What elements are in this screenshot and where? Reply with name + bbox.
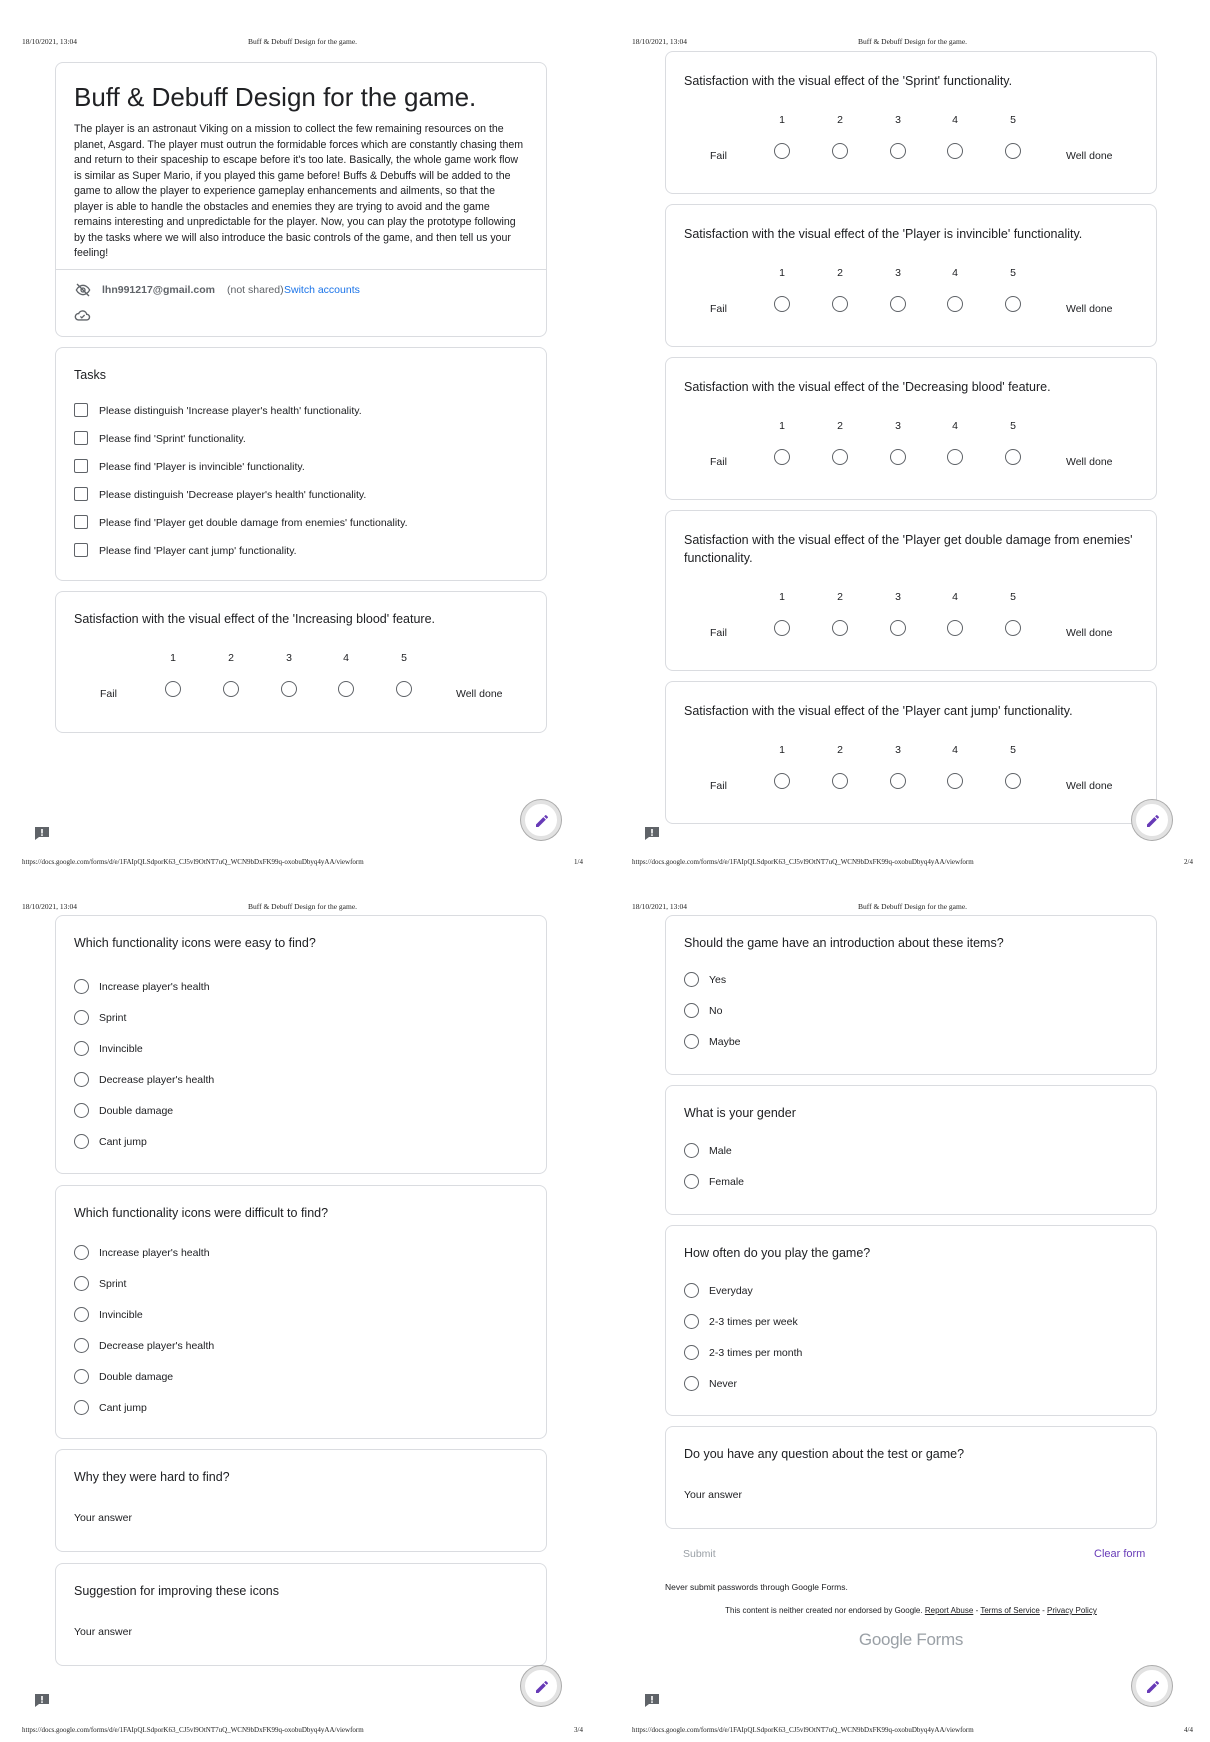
scale-number: 5 [401, 652, 407, 664]
question-title: Which functionality icons were easy to find? [74, 936, 316, 950]
option-list [74, 978, 528, 1164]
radio-option[interactable]: Sprint [74, 1009, 528, 1040]
scale-low-label: Fail [710, 303, 727, 315]
radio-option[interactable]: Female [684, 1173, 1138, 1204]
separator: - [975, 1606, 979, 1615]
radio-option[interactable]: Increase player's health [74, 1244, 528, 1275]
logo-google: Google [858, 1630, 912, 1649]
report-issue-icon[interactable] [34, 1693, 50, 1708]
scale-radio-5[interactable] [396, 681, 412, 697]
print-page-4 [610, 871, 1210, 1742]
scale-high-label: Well done [1066, 150, 1113, 162]
print-title: Buff & Debuff Design for the game. [857, 37, 968, 46]
scale-question-card [665, 51, 1157, 194]
page-number: 2/4 [1184, 858, 1193, 866]
radio-button[interactable] [74, 1400, 89, 1415]
question-title: Suggestion for improving these icons [74, 1584, 279, 1598]
radio-button[interactable] [74, 1307, 89, 1322]
scale-number: 4 [952, 420, 958, 432]
option-list [684, 1142, 1138, 1204]
radio-option[interactable]: Decrease player's health [74, 1071, 528, 1102]
radio-button[interactable] [74, 1245, 89, 1260]
print-header [632, 902, 1193, 914]
scale-radio-3[interactable] [890, 773, 906, 789]
scale-low-label: Fail [710, 780, 727, 792]
page-number: 1/4 [574, 858, 583, 866]
radio-button[interactable] [684, 1034, 699, 1049]
tasks-card [55, 347, 547, 581]
scale-question-card [665, 204, 1157, 347]
scale-number: 1 [170, 652, 176, 664]
pencil-icon [1145, 813, 1161, 829]
print-url: https://docs.google.com/forms/d/e/1FAIpQLSdporK63_CJ5vl9OtNT7uQ_WCN9bDxFK99q-oxobuDbyq4yAA/viewform [22, 1726, 364, 1734]
scale-high-label: Well done [456, 688, 503, 700]
scale-radio-5[interactable] [1005, 296, 1021, 312]
radio-option[interactable]: Double damage [74, 1102, 528, 1133]
option-list [74, 1244, 528, 1430]
scale-number: 3 [895, 420, 901, 432]
report-issue-icon[interactable] [644, 826, 660, 841]
scale-number: 1 [779, 744, 785, 756]
scale-radio-2[interactable] [832, 449, 848, 465]
privacy-link[interactable]: Privacy Policy [1047, 1606, 1097, 1615]
account-row [74, 281, 514, 299]
scale-number: 5 [1010, 267, 1016, 279]
scale-radio-4[interactable] [947, 620, 963, 636]
radio-button[interactable] [684, 972, 699, 987]
edit-fab[interactable] [1132, 800, 1172, 840]
print-date: 18/10/2021, 13:04 [22, 902, 78, 911]
scale-high-label: Well done [1066, 627, 1113, 639]
radio-button[interactable] [74, 1369, 89, 1384]
scale-question-card [55, 591, 547, 733]
scale-radio-3[interactable] [890, 143, 906, 159]
google-forms-logo [665, 1630, 1157, 1650]
question-card [665, 1426, 1157, 1529]
tasks-title: Tasks [74, 368, 106, 382]
scale-radio-1[interactable] [774, 143, 790, 159]
scale-number: 4 [343, 652, 349, 664]
task-checkbox[interactable] [74, 543, 88, 557]
scale-number: 3 [286, 652, 292, 664]
clear-form-button[interactable]: Clear form [1094, 1548, 1146, 1560]
disclaimer-row [665, 1606, 1157, 1615]
print-footer [22, 1726, 583, 1738]
scale-radio-2[interactable] [832, 620, 848, 636]
scale-high-label: Well done [1066, 303, 1113, 315]
edit-fab[interactable] [521, 1666, 561, 1706]
scale-number: 4 [952, 267, 958, 279]
scale-radio-4[interactable] [947, 296, 963, 312]
frequency-card [665, 1225, 1157, 1416]
scale-number: 3 [895, 114, 901, 126]
scale-radio-1[interactable] [774, 620, 790, 636]
task-checkbox[interactable] [74, 515, 88, 529]
question-title: Why they were hard to find? [74, 1470, 230, 1484]
radio-button[interactable] [74, 1010, 89, 1025]
cloud-save-icon [74, 308, 91, 322]
scale-radio-4[interactable] [947, 143, 963, 159]
print-footer [632, 858, 1193, 870]
question-title: Satisfaction with the visual effect of the 'Sprint' functionality. [684, 74, 1013, 88]
scale-number: 2 [837, 267, 843, 279]
print-page-1 [0, 0, 605, 871]
task-item[interactable]: Please distinguish 'Increase player's health' functionality. [74, 403, 528, 431]
scale-high-label: Well done [1066, 456, 1113, 468]
print-header [22, 37, 583, 49]
task-item[interactable]: Please find 'Player cant jump' functionality. [74, 543, 528, 571]
print-header [22, 902, 583, 914]
scale-number: 1 [779, 267, 785, 279]
gender-card [665, 1085, 1157, 1215]
task-checkbox[interactable] [74, 431, 88, 445]
scale-low-label: Fail [710, 456, 727, 468]
easy-icons-card [55, 915, 547, 1174]
radio-option[interactable]: Everyday [684, 1282, 1138, 1313]
scale-number: 2 [228, 652, 234, 664]
report-abuse-link[interactable]: Report Abuse [924, 1606, 974, 1615]
linear-scale [666, 114, 1158, 184]
print-footer [632, 1726, 1193, 1738]
report-issue-icon[interactable] [34, 826, 50, 841]
scale-radio-4[interactable] [947, 449, 963, 465]
question-title: Satisfaction with the visual effect of the 'Player cant jump' functionality. [684, 704, 1073, 718]
radio-option[interactable]: Increase player's health [74, 978, 528, 1009]
scale-number: 5 [1010, 114, 1016, 126]
radio-option[interactable]: Cant jump [74, 1399, 528, 1430]
print-title: Buff & Debuff Design for the game. [247, 902, 358, 911]
account-email: lhn991217@gmail.com [102, 284, 215, 296]
radio-option[interactable]: Double damage [74, 1368, 528, 1399]
scale-radio-3[interactable] [890, 620, 906, 636]
scale-radio-3[interactable] [890, 296, 906, 312]
radio-button[interactable] [684, 1345, 699, 1360]
scale-number: 1 [779, 420, 785, 432]
linear-scale [666, 267, 1158, 337]
linear-scale [666, 744, 1158, 814]
scale-question-card [665, 681, 1157, 824]
scale-radio-1[interactable] [774, 773, 790, 789]
why-hard-card [55, 1449, 547, 1552]
scale-number: 2 [837, 591, 843, 603]
print-title: Buff & Debuff Design for the game. [857, 902, 968, 911]
answer-input[interactable]: Your answer [74, 1512, 132, 1524]
print-page-3 [0, 871, 605, 1742]
radio-option[interactable]: Cant jump [74, 1133, 528, 1164]
radio-button[interactable] [74, 1276, 89, 1291]
scale-number: 3 [895, 267, 901, 279]
radio-button[interactable] [684, 1283, 699, 1298]
radio-option[interactable]: Never [684, 1375, 1138, 1406]
scale-radio-1[interactable] [165, 681, 181, 697]
radio-option[interactable]: Yes [684, 971, 1138, 1002]
print-url: https://docs.google.com/forms/d/e/1FAIpQLSdporK63_CJ5vl9OtNT7uQ_WCN9bDxFK99q-oxobuDbyq4yAA/viewform [632, 1726, 974, 1734]
scale-question-card [665, 510, 1157, 671]
task-item[interactable]: Please find 'Player get double damage from enemies' functionality. [74, 515, 528, 543]
print-header [632, 37, 1193, 49]
print-date: 18/10/2021, 13:04 [632, 37, 688, 46]
terms-link[interactable]: Terms of Service [980, 1606, 1040, 1615]
question-title: Which functionality icons were difficult to find? [74, 1206, 329, 1220]
scale-question-card [665, 357, 1157, 500]
pencil-icon [534, 813, 550, 829]
question-title: Satisfaction with the visual effect of the 'Decreasing blood' feature. [684, 380, 1051, 394]
scale-number: 5 [1010, 591, 1016, 603]
scale-number: 1 [779, 114, 785, 126]
disclaimer-text: This content is neither created nor endorsed by Google. [725, 1606, 923, 1615]
scale-radio-1[interactable] [774, 296, 790, 312]
scale-number: 3 [895, 744, 901, 756]
question-title: Satisfaction with the visual effect of the 'Player is invincible' functionality. [684, 227, 1083, 241]
form-header-card [55, 62, 547, 337]
separator: - [1042, 1606, 1045, 1615]
password-warning: Never submit passwords through Google Forms. [665, 1582, 848, 1592]
question-title: Satisfaction with the visual effect of the 'Increasing blood' feature. [74, 612, 436, 626]
difficult-icons-card [55, 1185, 547, 1439]
edit-fab[interactable] [521, 800, 561, 840]
radio-button[interactable] [74, 1134, 89, 1149]
scale-number: 2 [837, 420, 843, 432]
scale-low-label: Fail [710, 627, 727, 639]
not-shared-label: (not shared) [227, 284, 284, 296]
print-title: Buff & Debuff Design for the game. [247, 37, 358, 46]
linear-scale [56, 652, 548, 722]
task-item[interactable]: Please distinguish 'Decrease player's health' functionality. [74, 487, 528, 515]
radio-button[interactable] [684, 1314, 699, 1329]
print-footer [22, 858, 583, 870]
scale-radio-4[interactable] [947, 773, 963, 789]
scale-number: 1 [779, 591, 785, 603]
question-title: How often do you play the game? [684, 1246, 871, 1260]
pencil-icon [1145, 1679, 1161, 1695]
switch-accounts-link[interactable]: Switch accounts [284, 284, 360, 296]
edit-fab[interactable] [1132, 1666, 1172, 1706]
radio-option[interactable]: 2-3 times per month [684, 1344, 1138, 1375]
radio-button[interactable] [74, 1072, 89, 1087]
radio-button[interactable] [74, 1041, 89, 1056]
logo-forms: Forms [916, 1630, 964, 1649]
radio-button[interactable] [684, 1143, 699, 1158]
question-title: Should the game have an introduction about these items? [684, 936, 1004, 950]
pencil-icon [534, 1679, 550, 1695]
linear-scale [666, 420, 1158, 490]
radio-option[interactable]: Invincible [74, 1040, 528, 1071]
scale-number: 2 [837, 114, 843, 126]
scale-radio-5[interactable] [1005, 773, 1021, 789]
radio-option[interactable]: Invincible [74, 1306, 528, 1337]
eye-off-icon [74, 282, 92, 298]
radio-button[interactable] [684, 1376, 699, 1391]
page-number: 3/4 [574, 1726, 583, 1734]
option-list [684, 1282, 1138, 1406]
question-title: Satisfaction with the visual effect of the 'Player get double damage from enemies' functionality. [684, 533, 1133, 565]
scale-number: 5 [1010, 420, 1016, 432]
print-date: 18/10/2021, 13:04 [632, 902, 688, 911]
intro-question-card [665, 915, 1157, 1075]
radio-option[interactable]: 2-3 times per week [684, 1313, 1138, 1344]
question-title: What is your gender [684, 1106, 796, 1120]
option-list [684, 971, 1138, 1064]
scale-low-label: Fail [710, 150, 727, 162]
scale-radio-5[interactable] [1005, 620, 1021, 636]
linear-scale [666, 591, 1158, 661]
question-title: Do you have any question about the test or game? [684, 1447, 965, 1461]
scale-number: 4 [952, 114, 958, 126]
report-issue-icon[interactable] [644, 1693, 660, 1708]
scale-number: 2 [837, 744, 843, 756]
scale-radio-2[interactable] [223, 681, 239, 697]
task-checkbox[interactable] [74, 403, 88, 417]
scale-radio-5[interactable] [1005, 143, 1021, 159]
radio-option[interactable]: Decrease player's health [74, 1337, 528, 1368]
answer-input[interactable]: Your answer [74, 1626, 132, 1638]
radio-option[interactable]: Maybe [684, 1033, 1138, 1064]
answer-input[interactable]: Your answer [684, 1489, 742, 1501]
scale-low-label: Fail [100, 688, 117, 700]
radio-button[interactable] [684, 1174, 699, 1189]
scale-radio-4[interactable] [338, 681, 354, 697]
scale-radio-5[interactable] [1005, 449, 1021, 465]
radio-button[interactable] [74, 979, 89, 994]
task-list [74, 403, 528, 571]
form-title: Buff & Debuff Design for the game. [74, 82, 477, 112]
scale-radio-1[interactable] [774, 449, 790, 465]
print-url: https://docs.google.com/forms/d/e/1FAIpQLSdporK63_CJ5vl9OtNT7uQ_WCN9bDxFK99q-oxobuDbyq4yAA/viewform [22, 858, 364, 866]
radio-button[interactable] [74, 1103, 89, 1118]
page-number: 4/4 [1184, 1726, 1193, 1734]
suggestion-card [55, 1563, 547, 1666]
scale-radio-3[interactable] [281, 681, 297, 697]
scale-number: 3 [895, 591, 901, 603]
print-date: 18/10/2021, 13:04 [22, 37, 78, 46]
scale-radio-3[interactable] [890, 449, 906, 465]
scale-high-label: Well done [1066, 780, 1113, 792]
task-checkbox[interactable] [74, 459, 88, 473]
form-description: The player is an astronaut Viking on a mission to collect the few remaining resources on the planet, Asgard. The player must outrun the formidable forces which are constantly chasing them and return to their spaceship to escape before it's too late. Basically, the whole game work flow is similar as Super Mario, if you played this game before! Buffs & Debuffs will be added to the game to allow the player to experience gameplay enhancements and ailments, so that the player is able to handle the obstacles and enemies they are trying to avoid and the game remains interesting and unpredictable for the player. Now, you can play the prototype following by the tasks where we will also introduce the basic controls of the game, and then tell us your feeling! [74, 123, 524, 259]
scale-number: 5 [1010, 744, 1016, 756]
scale-number: 4 [952, 591, 958, 603]
task-item[interactable]: Please find 'Sprint' functionality. [74, 431, 528, 459]
radio-button[interactable] [74, 1338, 89, 1353]
print-url: https://docs.google.com/forms/d/e/1FAIpQLSdporK63_CJ5vl9OtNT7uQ_WCN9bDxFK99q-oxobuDbyq4yAA/viewform [632, 858, 974, 866]
scale-radio-2[interactable] [832, 296, 848, 312]
scale-radio-2[interactable] [832, 143, 848, 159]
radio-option[interactable]: No [684, 1002, 1138, 1033]
print-page-2 [610, 0, 1210, 871]
radio-option[interactable]: Sprint [74, 1275, 528, 1306]
scale-radio-2[interactable] [832, 773, 848, 789]
task-checkbox[interactable] [74, 487, 88, 501]
submit-button[interactable]: Submit [683, 1548, 716, 1560]
scale-number: 4 [952, 744, 958, 756]
radio-button[interactable] [684, 1003, 699, 1018]
radio-option[interactable]: Male [684, 1142, 1138, 1173]
task-item[interactable]: Please find 'Player is invincible' functionality. [74, 459, 528, 487]
